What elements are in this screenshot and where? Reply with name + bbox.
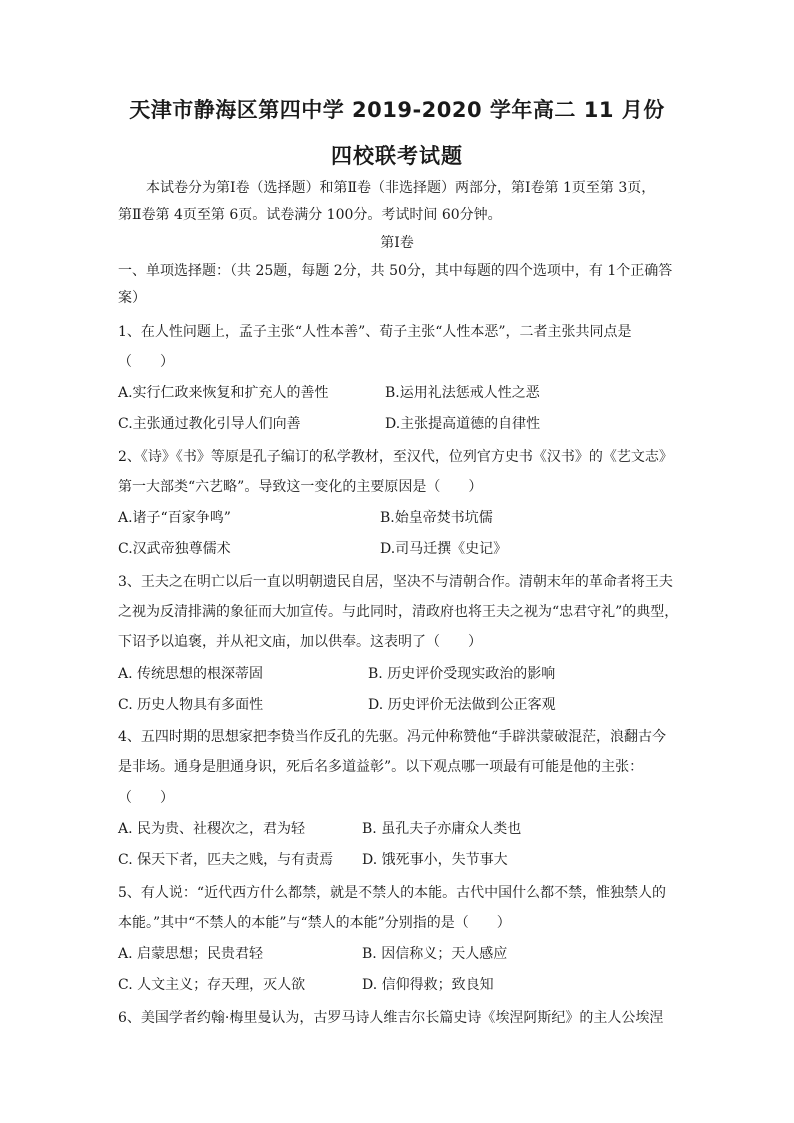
question-5-option-a: A. 启蒙思想；民贵君轻 xyxy=(118,946,264,962)
question-5-stem-line-2: 本能。”其中“不禁人的本能”与“禁人的本能”分别指的是（ ） xyxy=(118,915,511,931)
question-2-stem-line-2: 第一大部类“六艺略”。导致这一变化的主要原因是（ ） xyxy=(118,479,483,495)
question-1-option-d: D.主张提高道德的自律性 xyxy=(385,416,541,432)
question-2-option-a: A.诸子“百家争鸣” xyxy=(118,510,231,526)
question-1-stem-line-2: （ ） xyxy=(118,354,174,370)
question-1-option-b: B.运用礼法惩戒人性之恶 xyxy=(385,385,540,401)
question-4-option-d: D. 饿死事小，失节事大 xyxy=(362,852,508,868)
question-3-option-b: B. 历史评价受现实政治的影响 xyxy=(368,666,556,682)
question-5-stem-line-1: 5、有人说：“近代西方什么都禁，就是不禁人的本能。古代中国什么都不禁，惟独禁人的 xyxy=(118,885,667,901)
question-3-option-d: D. 历史评价无法做到公正客观 xyxy=(368,697,556,713)
section-heading-line-2: 案） xyxy=(118,290,146,306)
question-2-stem-line-1: 2、《诗》《书》等原是孔子编订的私学教材，至汉代，位列官方史书《汉书》的《艺文志》 xyxy=(118,449,673,465)
question-5-option-c: C. 人文主义；存天理，灭人欲 xyxy=(118,977,306,993)
question-3-stem-line-3: 下诏予以追褒，并从祀文庙，加以供奉。这表明了（ ） xyxy=(118,634,482,650)
exam-title-line2: 四校联考试题 xyxy=(331,144,463,168)
question-3-stem-line-1: 3、王夫之在明亡以后一直以明朝遗民自居，坚决不与清朝合作。清朝末年的革命者将王夫 xyxy=(118,574,673,590)
question-1-option-a: A.实行仁政来恢复和扩充人的善性 xyxy=(118,385,329,401)
question-3-option-c: C. 历史人物具有多面性 xyxy=(118,697,264,713)
question-1-option-c: C.主张通过教化引导人们向善 xyxy=(118,416,301,432)
intro-line-1: 本试卷分为第Ⅰ卷（选择题）和第Ⅱ卷（非选择题）两部分，第Ⅰ卷第 1页至第 3页， xyxy=(146,180,656,196)
question-3-stem-line-2: 之视为反清排满的象征而大加宣传。与此同时，清政府也将王夫之视为“忠君守礼”的典型， xyxy=(118,604,679,620)
question-6-stem-line-1: 6、美国学者约翰·梅里曼认为，古罗马诗人维吉尔长篇史诗《埃涅阿斯纪》的主人公埃涅 xyxy=(118,1010,664,1026)
exam-title-line1: 天津市静海区第四中学 2019-2020 学年高二 11 月份 xyxy=(129,98,665,122)
question-2-option-b: B.始皇帝焚书坑儒 xyxy=(380,510,493,526)
intro-line-2: 第Ⅱ卷第 4页至第 6页。试卷满分 100分。考试时间 60分钟。 xyxy=(118,207,502,223)
question-4-stem-line-1: 4、五四时期的思想家把李贽当作反孔的先驱。冯元仲称赞他“手辟洪蒙破混茫，浪翻古今 xyxy=(118,729,667,745)
question-2-option-c: C.汉武帝独尊儒术 xyxy=(118,541,231,557)
question-2-option-d: D.司马迁撰《史记》 xyxy=(380,541,508,557)
question-4-option-c: C. 保天下者，匹夫之贱，与有责焉 xyxy=(118,852,334,868)
question-3-option-a: A. 传统思想的根深蒂固 xyxy=(118,666,264,682)
question-5-option-d: D. 信仰得救；致良知 xyxy=(362,977,494,993)
question-4-stem-line-3: （ ） xyxy=(118,790,174,806)
volume-heading: 第Ⅰ卷 xyxy=(380,235,414,251)
question-5-option-b: B. 因信称义；天人感应 xyxy=(362,946,508,962)
question-4-option-a: A. 民为贵、社稷次之，君为轻 xyxy=(118,821,306,837)
question-1-stem-line-1: 1、在人性问题上，孟子主张“人性本善”、荀子主张“人性本恶”，二者主张共同点是 xyxy=(118,324,632,340)
question-4-stem-line-2: 是非场。通身是胆通身识，死后名多道益彰”。以下观点哪一项最有可能是他的主张： xyxy=(118,759,644,775)
section-heading-line-1: 一、单项选择题：（共 25题，每题 2分，共 50分，其中每题的四个选项中，有 1个正确答 xyxy=(118,263,673,279)
question-4-option-b: B. 虽孔夫子亦庸众人类也 xyxy=(362,821,522,837)
